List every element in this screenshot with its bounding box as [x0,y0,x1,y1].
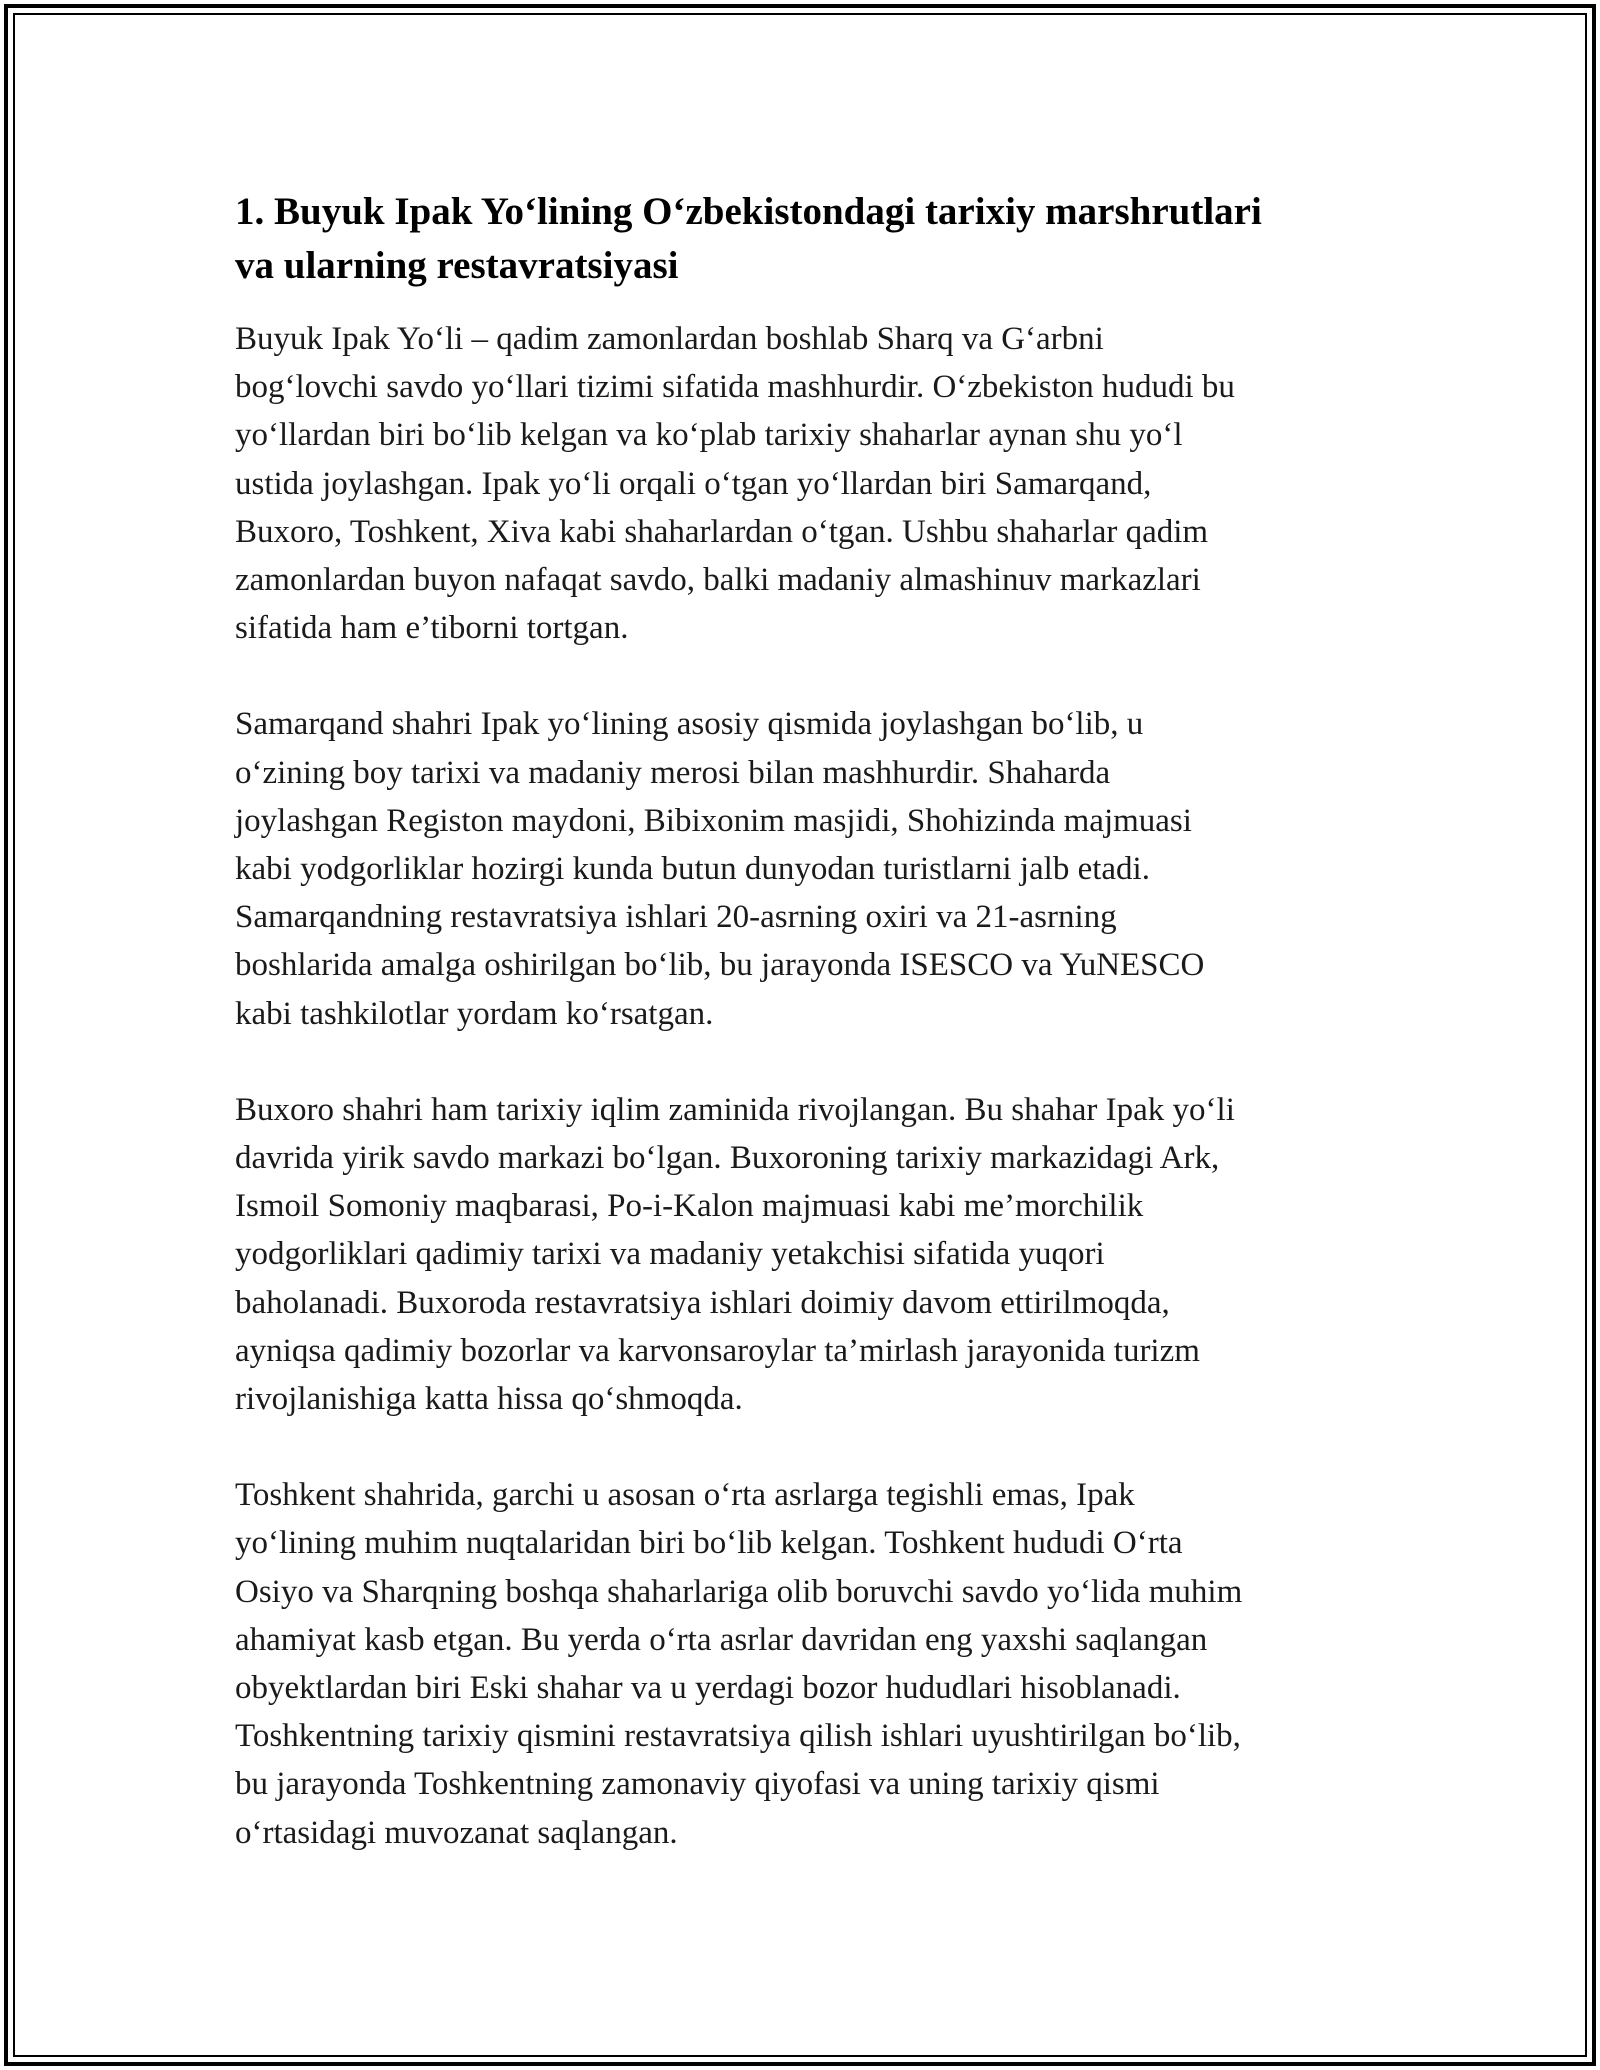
text-line: Toshkentning tarixiy qismini restavratsiya qilish ishlari uyushtirilgan bo‘lib, [235,1718,1241,1755]
text-line: ahamiyat kasb etgan. Bu yerda o‘rta asrlar davridan eng yaxshi saqlangan [235,1621,1208,1658]
text-line: Buxoro, Toshkent, Xiva kabi shaharlardan o‘tgan. Ushbu shaharlar qadim [235,513,1209,550]
text-line: Osiyo va Sharqning boshqa shaharlariga olib boruvchi savdo yo‘lida muhim [235,1573,1243,1610]
text-line: o‘rtasidagi muvozanat saqlangan. [235,1814,678,1851]
text-line: yo‘llardan biri bo‘lib kelgan va ko‘plab tarixiy shaharlar aynan shu yo‘l [235,417,1183,454]
heading-line: va ularning restavratsiyasi [235,244,679,287]
text-line: bog‘lovchi savdo yo‘llari tizimi sifatida mashhurdir. O‘zbekiston hududi bu [235,369,1235,406]
section-heading [235,185,1370,293]
text-line: baholanadi. Buxoroda restavratsiya ishlari doimiy davom ettirilmoqda, [235,1284,1170,1321]
text-line: boshlarida amalga oshirilgan bo‘lib, bu jarayonda ISESCO va YuNESCO [235,947,1205,984]
text-line: kabi yodgorliklar hozirgi kunda butun dunyodan turistlarni jalb etadi. [235,851,1150,888]
text-line: Toshkent shahrida, garchi u asosan o‘rta asrlarga tegishli emas, Ipak [235,1477,1135,1514]
text-line: rivojlanishiga katta hissa qo‘shmoqda. [235,1381,743,1418]
paragraph-samarqand [235,700,1370,1037]
text-line: joylashgan Registon maydoni, Bibixonim masjidi, Shohizinda majmuasi [235,802,1192,839]
text-line: Samarqand shahri Ipak yo‘lining asosiy qismida joylashgan bo‘lib, u [235,706,1144,743]
text-line: o‘zining boy tarixi va madaniy merosi bilan mashhurdir. Shaharda [235,754,1111,791]
text-line: yodgorliklari qadimiy tarixi va madaniy yetakchisi sifatida yuqori [235,1236,1105,1273]
text-line: zamonlardan buyon nafaqat savdo, balki madaniy almashinuv markazlari [235,562,1201,599]
text-line: bu jarayonda Toshkentning zamonaviy qiyofasi va uning tarixiy qismi [235,1766,1160,1803]
heading-line: 1. Buyuk Ipak Yo‘lining O‘zbekistondagi tarixiy marshrutlari [235,190,1262,233]
document-body [235,185,1370,1905]
text-line: obyektlardan biri Eski shahar va u yerdagi bozor hududlari hisoblanadi. [235,1670,1181,1707]
text-line: sifatida ham e’tiborni tortgan. [235,610,629,647]
text-line: ayniqsa qadimiy bozorlar va karvonsaroylar ta’mirlash jarayonida turizm [235,1332,1200,1369]
text-line: Ismoil Somoniy maqbarasi, Po-i-Kalon majmuasi kabi me’morchilik [235,1188,1144,1225]
paragraph-intro [235,315,1370,652]
text-line: Samarqandning restavratsiya ishlari 20-asrning oxiri va 21-asrning [235,899,1117,936]
paragraph-buxoro [235,1086,1370,1423]
paragraph-toshkent [235,1471,1370,1857]
text-line: davrida yirik savdo markazi bo‘lgan. Buxoroning tarixiy markazidagi Ark, [235,1140,1220,1177]
text-line: Buxoro shahri ham tarixiy iqlim zaminida rivojlangan. Bu shahar Ipak yo‘li [235,1091,1235,1128]
text-line: Buyuk Ipak Yo‘li – qadim zamonlardan boshlab Sharq va G‘arbni [235,321,1104,357]
text-line: yo‘lining muhim nuqtalaridan biri bo‘lib kelgan. Toshkent hududi O‘rta [235,1525,1183,1562]
text-line: kabi tashkilotlar yordam ko‘rsatgan. [235,995,714,1032]
text-line: ustida joylashgan. Ipak yo‘li orqali o‘tgan yo‘llardan biri Samarqand, [235,465,1152,502]
